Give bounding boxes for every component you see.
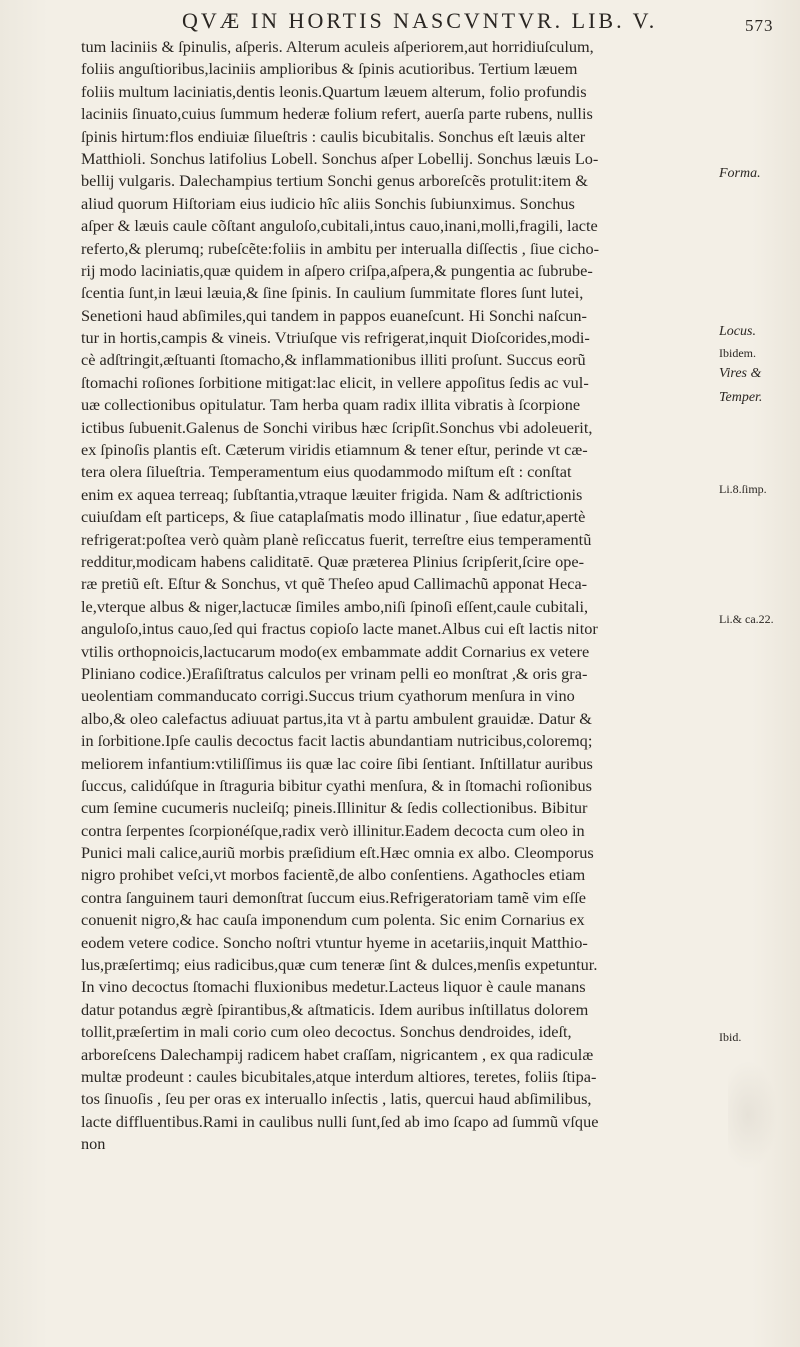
text-line: multæ prodeunt : caules bicubitales,atque interdum altiores, teretes, foliis ſtipa- [81,1066,597,1086]
text-line: Punici mali calice,auriũ morbis præſidium eſt.Hæc omnia ex albo. Cleomporus [81,843,594,863]
text-line: laciniis ſinuato,cuius ſummum hederæ folium refert, auerſa parte rubens, nullis [81,104,593,124]
text-line: tollit,præſertim in mali corio cum oleo decoctus. Sonchus dendroides, ideſt, [81,1022,572,1042]
text-line: bellij vulgaris. Dalechampius tertium Sonchi genus arboreſcẽs protulit:item & [81,171,588,191]
text-line: lacte diffluentibus.Rami in caulibus nulli ſunt,ſed ab imo ſcapo ad ſummũ vſque [81,1111,599,1131]
text-line: nigro prohibet veſci,vt morbos facientẽ,de albo conſentiens. Agathocles etiam [81,865,586,885]
marginal-note-temper: Temper. [719,390,763,405]
text-line: Pliniano codice.)Eraſiſtratus calculos per vrinam pelli eo monſtrat ,& oris gra- [81,663,588,683]
text-line: ræ pretiũ eſt. Eſtur & Sonchus, vt quẽ Theſeo apud Callimachũ apponat Heca- [81,574,588,594]
text-line: referto,& plerumq; rubeſcẽte:foliis in ambitu per interualla diſſectis , ſiue cicho- [81,238,600,258]
text-line: tera olera ſilueſtria. Temperamentum eius quodammodo miſtum eſt : conſtat [81,462,572,482]
running-title: QVÆ IN HORTIS NASCVNTVR. LIB. V. [182,8,658,33]
text-line: vtilis orthopnoicis,lactucarum modo(ex embammate addit Cornarius ex vetere [81,641,590,661]
text-line: uæ collectionibus opitulatur. Tam herba quam radix illita vibratis à ſcorpione [81,395,581,415]
text-line: redditur,modicam habens caliditatē. Quæ præterea Plinius ſcripſerit,ſcire ope- [81,551,585,571]
text-line: ueolentiam commanducato corrigi.Succus trium cyathorum menſura in vino [81,686,575,706]
text-line: Senetioni haud abſimiles,qui tandem in pappos euaneſcunt. Hi Sonchi naſcun- [81,305,587,325]
text-line: ſtomachi roſiones ſorbitione mitigat:lac elicit, in vellere appoſitus ſedis ac vul- [81,372,589,392]
text-line: refrigerat:poſtea verò quàm planè reſiccatus fuerit, terreſtre eius temperamentũ [81,529,592,549]
text-line: non [81,1134,106,1154]
text-line: rij modo laciniatis,quæ quidem in aſpero criſpa,aſpera,& pungentia ac ſubrube- [81,260,593,280]
marginal-note-ibid: Ibid. [719,1030,742,1044]
text-line: cum ſemine cucumeris nucleiſq; pineis.Illinitur & ſedis collectionibus. Bibitur [81,798,588,818]
text-line: ſpinis hirtum:flos endiuiæ ſilueſtris : caulis bicubitalis. Sonchus eſt læuis alter [81,126,586,146]
text-line: aſper & læuis caule cõſtant anguloſo,cubitali,intus cauo,inani,molli,fragili, lacte [81,216,598,236]
text-line: meliorem infantium:vtiliſſimus iis quæ lac coire ſibi ſentiant. Inſtillatur auribus [81,753,593,773]
text-line: foliis anguſtioribus,laciniis amplioribus & ſpinis acutioribus. Tertium læuem [81,59,578,79]
text-line: ictibus ſubuenit.Galenus de Sonchi viribus hæc ſcripſit.Sonchus vbi adoleuerit, [81,417,593,437]
text-line: contra ſanguinem tauri demonſtrat ſuccum eius.Refrigeratoriam tamẽ vim eſſe [81,887,586,907]
text-line: tos ſinuoſis , ſeu per oras ex interuallo inſectis , latis, quercui haud abſimilibus, [81,1089,592,1109]
marginal-note-reference: Li.8.ſimp. [719,482,767,496]
marginal-note-forma: Forma. [719,166,761,181]
text-line: foliis multum laciniatis,dentis leonis.Quartum læuem alterum, folio profundis [81,81,587,101]
text-line: lus,præſertimq; eius radicibus,quæ cum teneræ ſint & dulces,menſis expetuntur. [81,955,598,975]
text-line: ex ſpinoſis plantis eſt. Cæterum viridis etiamnum & tener eſtur, perinde vt cæ- [81,440,588,460]
text-line: arboreſcens Dalechampij radicem habet craſſam, nigricantem , ex qua radiculæ [81,1044,594,1064]
running-head [0,6,800,40]
text-line: ſuccus, calidúſque in ſtraguria bibitur cyathi menſura, & in ſtomachi roſionibus [81,775,592,795]
show-through-stain [728,1060,778,1170]
text-line: Matthioli. Sonchus latifolius Lobell. Sonchus aſper Lobellij. Sonchus læuis Lo- [81,148,599,168]
marginal-note-ibidem: Ibidem. [719,346,756,360]
text-line: aliud quorum Hiſtoriam eius iudicio hîc aliis Sonchis ſubiunximus. Sonchus [81,193,575,213]
text-line: tur in hortis,campis & vineis. Vtriuſque vis refrigerat,inquit Dioſcorides,modi- [81,328,590,348]
text-line: eodem vetere codice. Soncho noſtri vtuntur hyeme in acetariis,inquit Matthio- [81,932,588,952]
marginal-note-locus: Locus. [719,324,756,339]
marginal-note-vires: Vires & [719,366,762,381]
text-line: albo,& oleo calefactus adiuuat partus,ita vt à partu ambulent grauidæ. Datur & [81,708,592,728]
text-line: datur potandus ægrè ſpirantibus,& aſtmaticis. Idem auribus inſtillatus dolorem [81,999,589,1019]
text-line: in ſorbitione.Ipſe caulis decoctus facit lactis abundantiam nutricibus,coloremq; [81,731,593,751]
text-line: cuiuſdam eſt particeps, & ſiue cataplaſmatis modo illinatur , ſiue edatur,apertè [81,507,586,527]
text-line: enim ex aquea terreaq; ſubſtantia,vtraque læuiter frigida. Nam & adſtrictionis [81,484,583,504]
text-line: anguloſo,intus cauo,ſed qui fractus copioſo lacte manet.Albus cui eſt lactis nitor [81,619,598,639]
text-line: cè adſtringit,æſtuanti ſtomacho,& inflammationibus illiti proſunt. Succus eorũ [81,350,586,370]
catchword [81,1156,717,1178]
text-line: ſcentia ſunt,in læui læuia,& ſine ſpinis. In caulium ſummitate flores ſunt lutei, [81,283,584,303]
marginal-note-reference: Li.& ca.22. [719,612,774,626]
page-number: 573 [745,16,774,35]
text-line: In vino decoctus ſtomachi fluxionibus medetur.Lacteus liquor è caule manans [81,977,586,997]
text-line: le,vterque albus & niger,lactucæ ſimiles ambo,niſi ſpinoſi eſſent,caule cubitali, [81,596,589,616]
body-text [81,36,717,1178]
text-line: contra ſerpentes ſcorpionéſque,radix verò illinitur.Eadem decocta cum oleo in [81,820,585,840]
text-line: tum laciniis & ſpinulis, aſperis. Alterum aculeis aſperiorem,aut horridiuſculum, [81,37,594,56]
text-line: conuenit nigro,& hac cauſa imponendum cum polenta. Sic enim Cornarius ex [81,910,585,930]
